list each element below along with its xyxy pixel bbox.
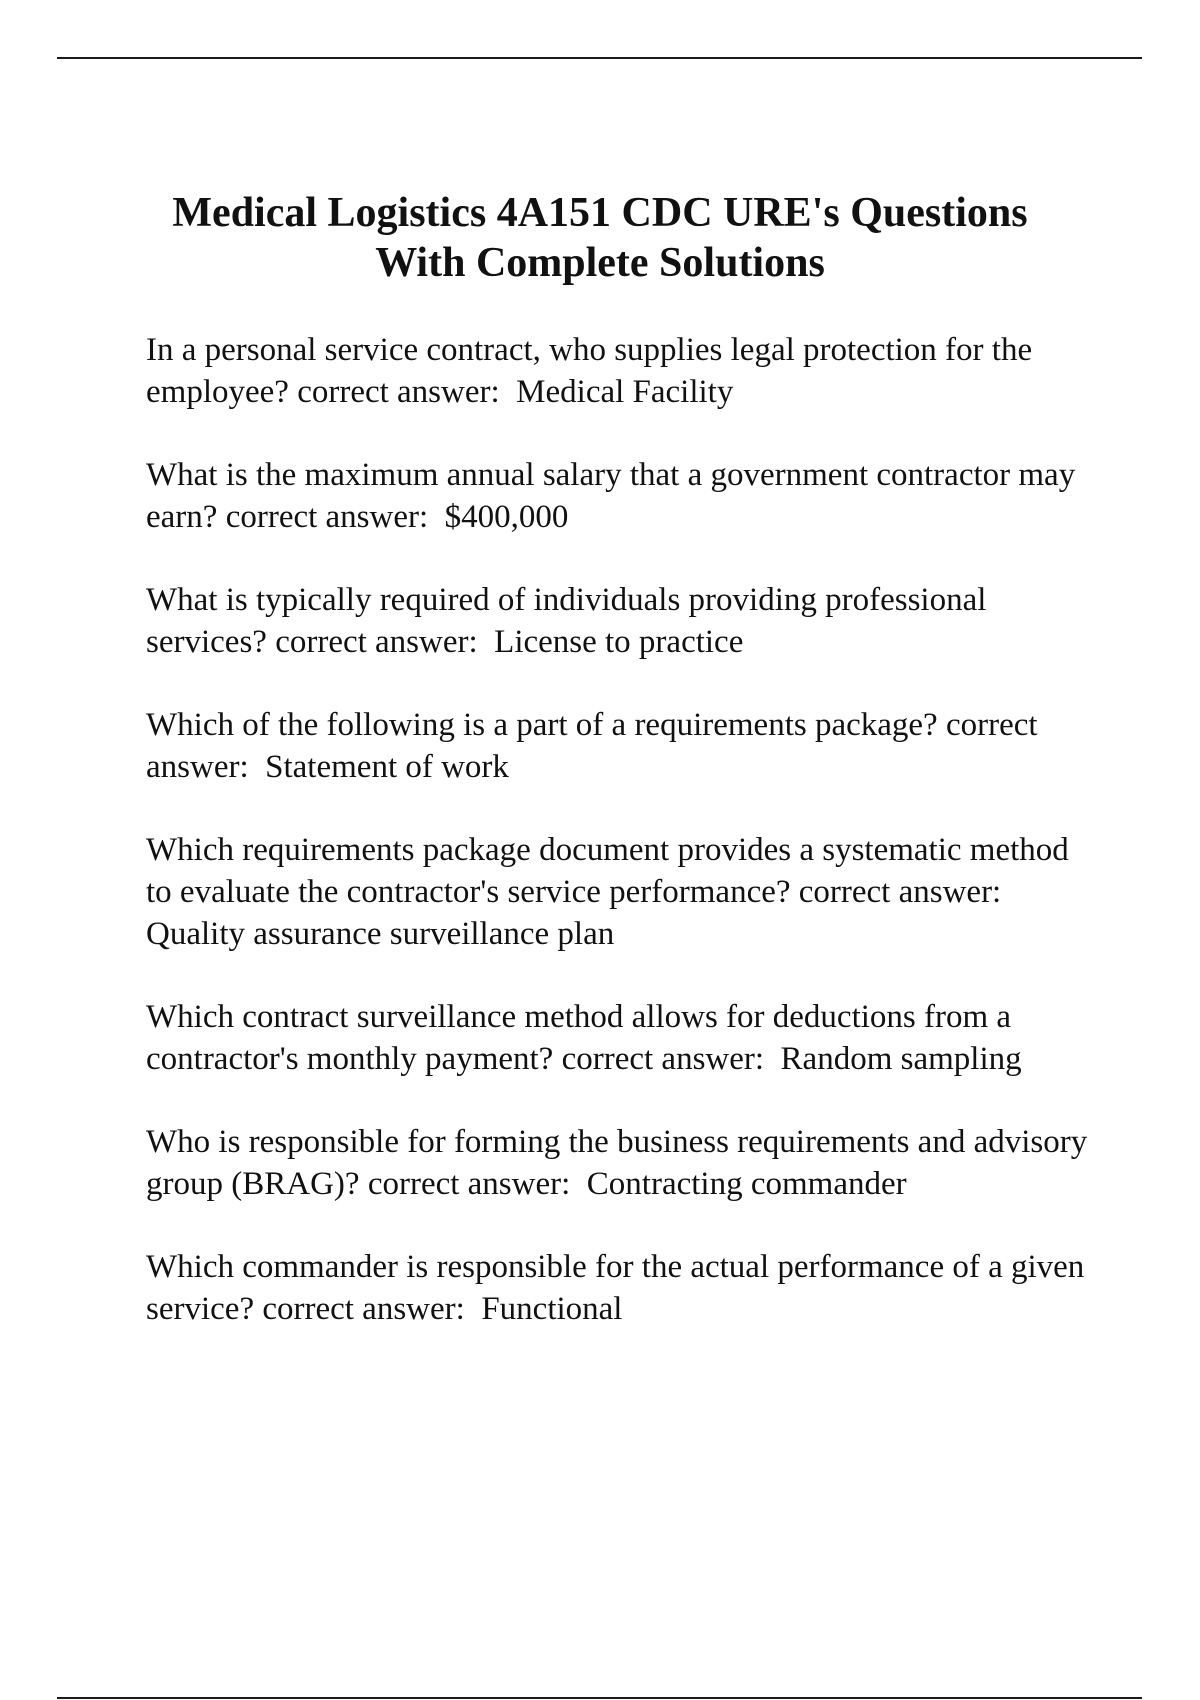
answer-prefix: correct answer: <box>790 874 1018 910</box>
answer-value: Random sampling <box>780 1041 1022 1077</box>
answer-prefix: correct answer: <box>266 624 495 660</box>
answer-text <box>289 374 733 410</box>
question-text: Which requirements package document provides a systematic method to evaluate the contractor's service performance? <box>146 832 1069 910</box>
qa-list <box>146 329 1096 1371</box>
qa-item <box>146 579 1096 663</box>
question-text: What is typically required of individuals providing professional services? <box>146 582 987 660</box>
question-text: In a personal service contract, who supplies legal protection for the employee? <box>146 332 1033 410</box>
answer-prefix: correct answer: <box>217 499 445 535</box>
qa-item <box>146 996 1096 1080</box>
qa-item <box>146 1121 1096 1205</box>
answer-value: License to practice <box>494 624 744 660</box>
qa-item <box>146 1246 1096 1330</box>
answer-text <box>254 1291 622 1327</box>
document-title <box>100 188 1100 288</box>
answer-value: Contracting commander <box>586 1166 907 1202</box>
answer-value: Functional <box>481 1291 623 1327</box>
answer-value: Statement of work <box>265 749 509 785</box>
answer-prefix: correct answer: <box>359 1166 587 1202</box>
answer-value: Medical Facility <box>516 374 734 410</box>
answer-value: Quality assurance surveillance plan <box>146 916 615 952</box>
answer-text <box>553 1041 1021 1077</box>
qa-item <box>146 454 1096 538</box>
question-text: Which commander is responsible for the actual performance of a given service? <box>146 1249 1085 1327</box>
qa-item <box>146 829 1096 955</box>
question-text: Which contract surveillance method allows for deductions from a contractor's monthly payment? <box>146 999 1012 1077</box>
answer-value: $400,000 <box>444 499 569 535</box>
answer-prefix: correct answer: <box>254 1291 482 1327</box>
answer-prefix: correct answer: <box>553 1041 781 1077</box>
top-rule <box>57 57 1142 59</box>
question-text: Who is responsible for forming the business requirements and advisory group (BRAG)? <box>146 1124 1088 1202</box>
answer-text <box>267 624 743 660</box>
answer-prefix: correct answer: <box>288 374 517 410</box>
answer-prefix: correct answer: <box>146 707 1046 785</box>
qa-item <box>146 704 1096 788</box>
qa-item <box>146 329 1096 413</box>
bottom-rule <box>57 1697 1142 1699</box>
title-line-2: With Complete Solutions <box>375 240 825 286</box>
question-text: What is the maximum annual salary that a government contractor may earn? <box>146 457 1076 535</box>
answer-text <box>360 1166 907 1202</box>
answer-text <box>217 499 568 535</box>
question-text: Which of the following is a part of a requirements package? <box>146 707 938 743</box>
title-line-1: Medical Logistics 4A151 CDC URE's Questions <box>172 190 1028 236</box>
